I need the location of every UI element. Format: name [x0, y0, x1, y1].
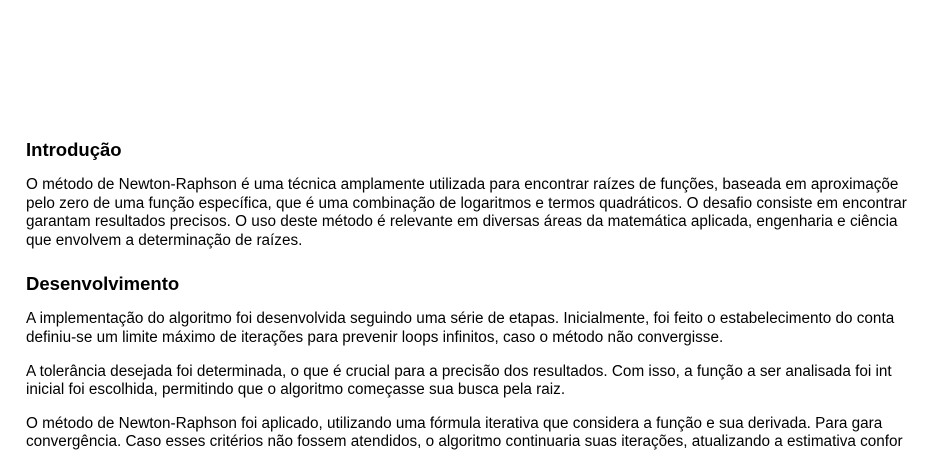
text-line: inicial foi escolhida, permitindo que o algoritmo começasse sua busca pela raiz. [26, 381, 566, 399]
text-line: A tolerância desejada foi determinada, o que é crucial para a precisão dos resultados. Com isso, a função a ser analisada foi int [26, 362, 892, 380]
text-line: A implementação do algoritmo foi desenvolvida seguindo uma série de etapas. Inicialmente, foi feito o estabelecimento do conta [26, 310, 895, 328]
text-line: definiu-se um limite máximo de iterações para prevenir loops infinitos, caso o método não convergisse. [26, 328, 724, 346]
section-heading-introducao: Introdução [26, 139, 122, 160]
text-line: O método de Newton-Raphson foi aplicado, utilizando uma fórmula iterativa que considera a função e sua derivada. Para gara [26, 414, 883, 432]
paragraph-introducao [26, 176, 947, 250]
paragraph-desenvolvimento-1 [26, 310, 947, 347]
text-line: que envolvem a determinação de raízes. [26, 231, 303, 249]
section-heading-desenvolvimento: Desenvolvimento [26, 273, 180, 295]
text-line: garantam resultados precisos. O uso deste método é relevante em diversas áreas da matemática aplicada, engenharia e ciência [26, 213, 898, 231]
paragraph-desenvolvimento-2 [26, 363, 947, 400]
text-line: pelo zero de uma função específica, que é uma combinação de logaritmos e termos quadráticos. O desafio consiste em encontrar [26, 194, 907, 212]
document-body [26, 139, 947, 452]
text-line: O método de Newton-Raphson é uma técnica amplamente utilizada para encontrar raízes de funções, baseada em aproximaçõe [26, 176, 899, 193]
paragraph-desenvolvimento-3 [26, 415, 947, 452]
text-line: convergência. Caso esses critérios não fossem atendidos, o algoritmo continuaria suas iterações, atualizando a estimativa confor [26, 433, 903, 451]
